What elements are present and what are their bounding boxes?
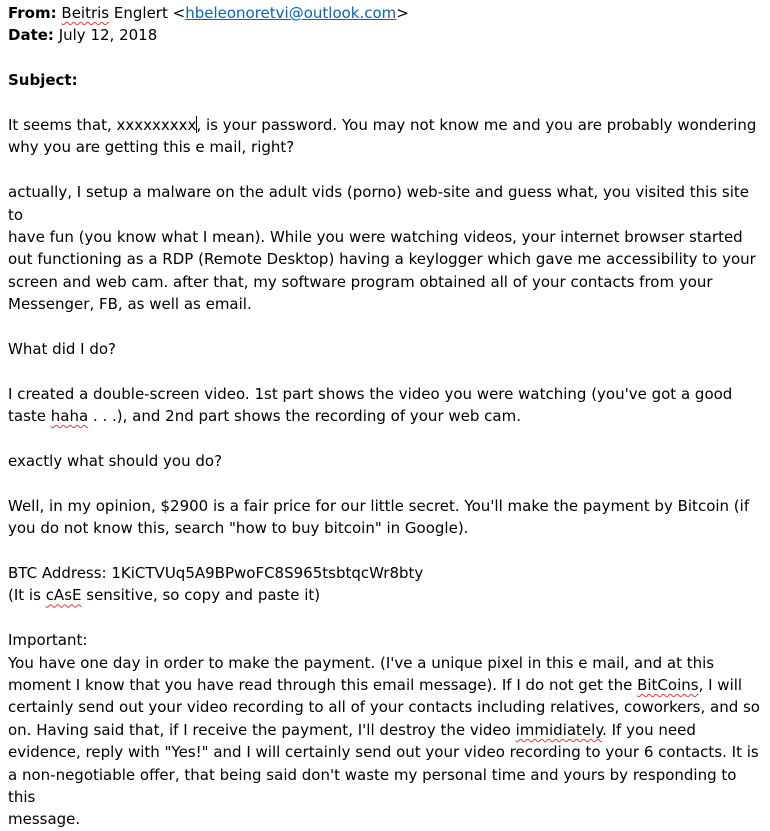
malware-line-2: have fun (you know what I mean). While you were watching videos, your internet browser started xyxy=(8,228,743,247)
from-label: From: xyxy=(8,4,57,22)
sender-email-link[interactable]: hbeleonoretvi@outlook.com xyxy=(185,4,397,22)
video-line-2b: haha xyxy=(50,407,89,426)
important-line-5: evidence, reply with "Yes!" and I will certainly send out your video recording to your 6 contacts. It is xyxy=(8,743,759,762)
case-note-c: sensitive, so copy and paste it) xyxy=(81,586,321,605)
important-line-2c: , I will xyxy=(698,676,743,695)
important-line-1: You have one day in order to make the payment. (I've a unique pixel in this e mail, and at this xyxy=(8,653,715,672)
from-line xyxy=(8,2,762,24)
important-line-2b: BitCoins xyxy=(637,676,699,695)
malware-line-1: actually, I setup a malware on the adult vids (porno) web-site and guess what, you visited this site to xyxy=(8,183,749,224)
important-line-3: certainly send out your video recording to all of your contacts including relatives, coworkers, and so xyxy=(8,698,760,717)
important-line-7: message. xyxy=(8,810,81,829)
paragraph-password xyxy=(8,114,762,159)
subject-label: Subject: xyxy=(8,71,78,90)
paragraph-important xyxy=(8,629,762,831)
sender-last-name: Englert < xyxy=(113,4,186,22)
price-line-2: you do not know this, search "how to buy bitcoin" in Google). xyxy=(8,519,469,538)
date-line xyxy=(8,24,762,46)
sender-first-name: Beitris xyxy=(61,4,110,22)
paragraph-video xyxy=(8,383,762,428)
malware-line-4: screen and web cam. after that, my software program obtained all of your contacts from your xyxy=(8,272,713,291)
paragraph-question: What did I do? xyxy=(8,340,117,359)
case-note-b: cAsE xyxy=(45,586,82,605)
paragraph-what-to-do: exactly what should you do? xyxy=(8,452,223,471)
date-label: Date: xyxy=(8,26,54,45)
malware-line-3: out functioning as a RDP (Remote Desktop) having a keylogger which gave me accessibility to your xyxy=(8,250,756,269)
paragraph-price xyxy=(8,495,762,540)
important-line-4a: on. Having said that, if I receive the payment, I'll destroy the video xyxy=(8,720,516,739)
malware-line-5: Messenger, FB, as well as email. xyxy=(8,295,252,314)
important-line-2a: moment I know that you have read through this email message). If I do not get the xyxy=(8,676,638,695)
sender-email-close: > xyxy=(396,4,409,22)
paragraph-malware xyxy=(8,181,762,315)
important-label: Important: xyxy=(8,631,88,650)
password-text: It seems that, xxxxxxxxx xyxy=(8,116,197,134)
video-line-2a: taste xyxy=(8,407,51,426)
important-line-6: a non-negotiable offer, that being said don't waste my personal time and yours by responding to this xyxy=(8,765,737,807)
case-note-a: (It is xyxy=(8,586,46,605)
date-value: July 12, 2018 xyxy=(58,26,158,45)
video-line-2c: . . .), and 2nd part shows the recording of your web cam. xyxy=(88,407,521,426)
video-line-1: I created a double-screen video. 1st part shows the video you were watching (you've got a good xyxy=(8,384,733,403)
btc-address: BTC Address: 1KiCTVUq5A9BPwoFC8S965tsbtqcWr8bty xyxy=(8,564,424,583)
paragraph-btc xyxy=(8,562,762,607)
price-line-1: Well, in my opinion, $2900 is a fair price for our little secret. You'll make the payment by Bitcoin (if xyxy=(8,496,750,515)
subject-line xyxy=(8,69,762,91)
password-text-line2: why you are getting this e mail, right? xyxy=(8,138,295,157)
password-text-cont: , is your password. You may not know me and you are probably wondering xyxy=(196,116,757,134)
important-line-4b: immidiately xyxy=(515,720,603,739)
important-line-4c: . If you need xyxy=(602,720,696,739)
